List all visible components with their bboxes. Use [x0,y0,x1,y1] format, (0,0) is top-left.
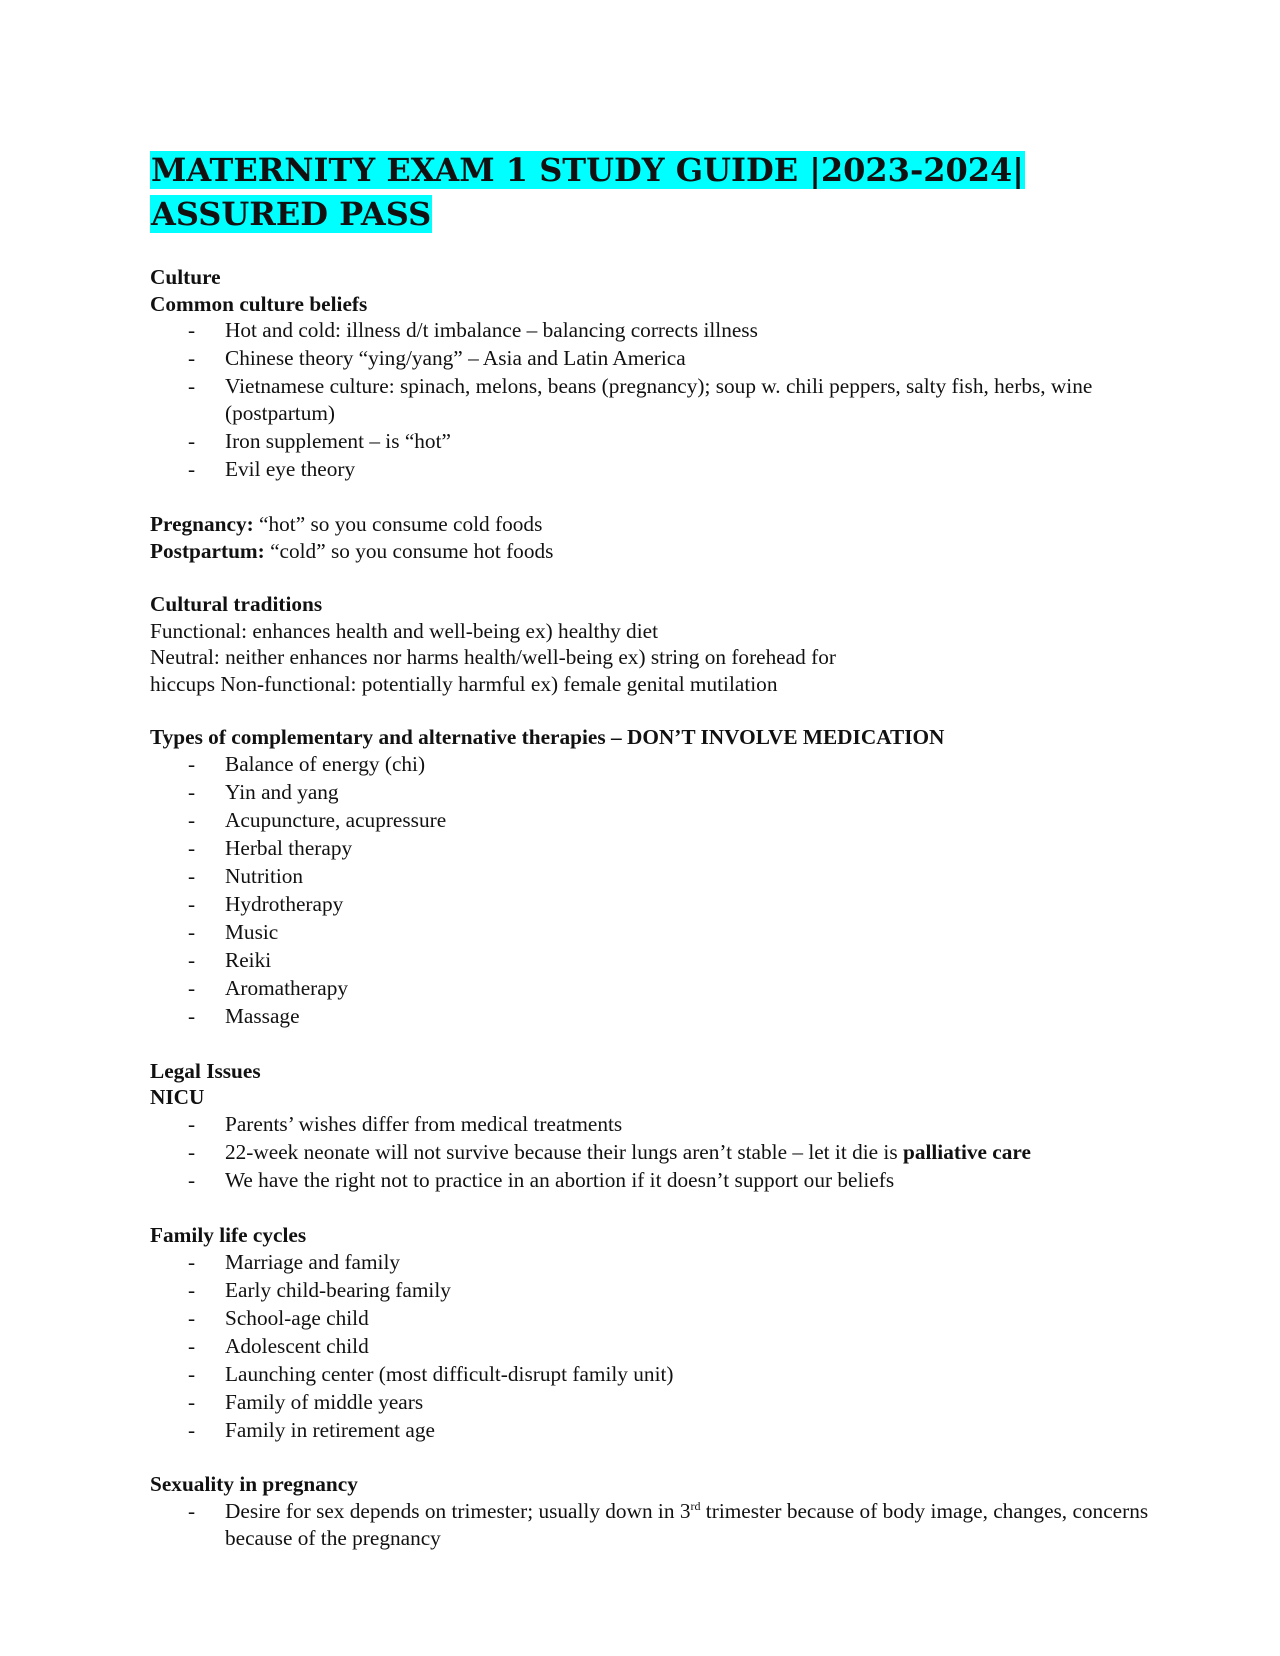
list-item: - Evil eye theory [188,457,356,482]
traditions-line-1: Functional: enhances health and well-being ex) healthy diet [150,618,658,643]
list-item: - Hot and cold: illness d/t imbalance – balancing corrects illness [188,318,758,343]
list-item: - Marriage and family [188,1249,401,1274]
therapies-heading: Types of complementary and alternative therapies – DON’T INVOLVE MEDICATION [150,725,945,750]
list-item: - Iron supplement – is “hot” [188,429,451,454]
traditions-heading: Cultural traditions [150,591,323,616]
list-item: - 22-week neonate will not survive because their lungs aren’t stable – let it die is palliative care [188,1140,1031,1165]
list-item: - Family in retirement age [188,1417,435,1442]
document-title [150,148,1150,236]
list-item: - Acupuncture, acupressure [188,808,447,833]
traditions-line-3: hiccups Non-functional: potentially harmful ex) female genital mutilation [150,672,778,696]
list-item: - Balance of energy (chi) [188,752,426,777]
traditions-line-2: Neutral: neither enhances nor harms health/well-being ex) string on forehead for [150,645,836,670]
list-item: - Music [188,920,279,945]
culture-beliefs-list [150,317,1150,482]
list-item: - Yin and yang [188,780,339,805]
list-item: - Aromatherapy [188,976,348,1001]
family-list [150,1249,1150,1444]
title-line-1: MATERNITY EXAM 1 STUDY GUIDE |2023-2024| [151,151,1024,189]
list-item: - Hydrotherapy [188,892,344,917]
family-heading: Family life cycles [150,1222,307,1247]
list-item: - We have the right not to practice in an abortion if it doesn’t support our beliefs [188,1168,895,1193]
list-item: - Chinese theory “ying/yang” – Asia and Latin America [188,346,686,371]
pregnancy-line: Pregnancy: “hot” so you consume cold foods [150,511,543,536]
list-item: - Desire for sex depends on trimester; usually down in 3rd trimester because of body image, changes, concerns because of the pregnancy [188,1498,1149,1550]
list-item: - Reiki [188,948,272,973]
list-item: - Parents’ wishes differ from medical treatments [188,1112,623,1137]
list-item: - School-age child [188,1305,369,1330]
legal-heading: Legal Issues [150,1058,261,1083]
culture-heading: Culture [150,265,221,289]
document-page [150,148,1150,1553]
list-item: - Early child-bearing family [188,1277,451,1302]
sexuality-heading: Sexuality in pregnancy [150,1472,358,1497]
list-item: - Adolescent child [188,1333,369,1358]
list-item: - Family of middle years [188,1389,424,1414]
list-item: - Massage [188,1004,300,1029]
list-item: - Vietnamese culture: spinach, melons, beans (pregnancy); soup w. chili peppers, salty fish, herbs, wine (postpartum) [188,374,1093,426]
legal-list [150,1111,1150,1194]
list-item: - Herbal therapy [188,836,353,861]
common-beliefs-heading: Common culture beliefs [150,291,368,316]
postpartum-line: Postpartum: “cold” so you consume hot foods [150,538,554,563]
sexuality-list [150,1498,1150,1551]
nicu-heading: NICU [150,1085,205,1110]
title-line-2: ASSURED PASS [151,195,432,233]
list-item: - Nutrition [188,864,304,889]
therapies-list [150,751,1150,1030]
list-item: - Launching center (most difficult-disrupt family unit) [188,1361,674,1386]
